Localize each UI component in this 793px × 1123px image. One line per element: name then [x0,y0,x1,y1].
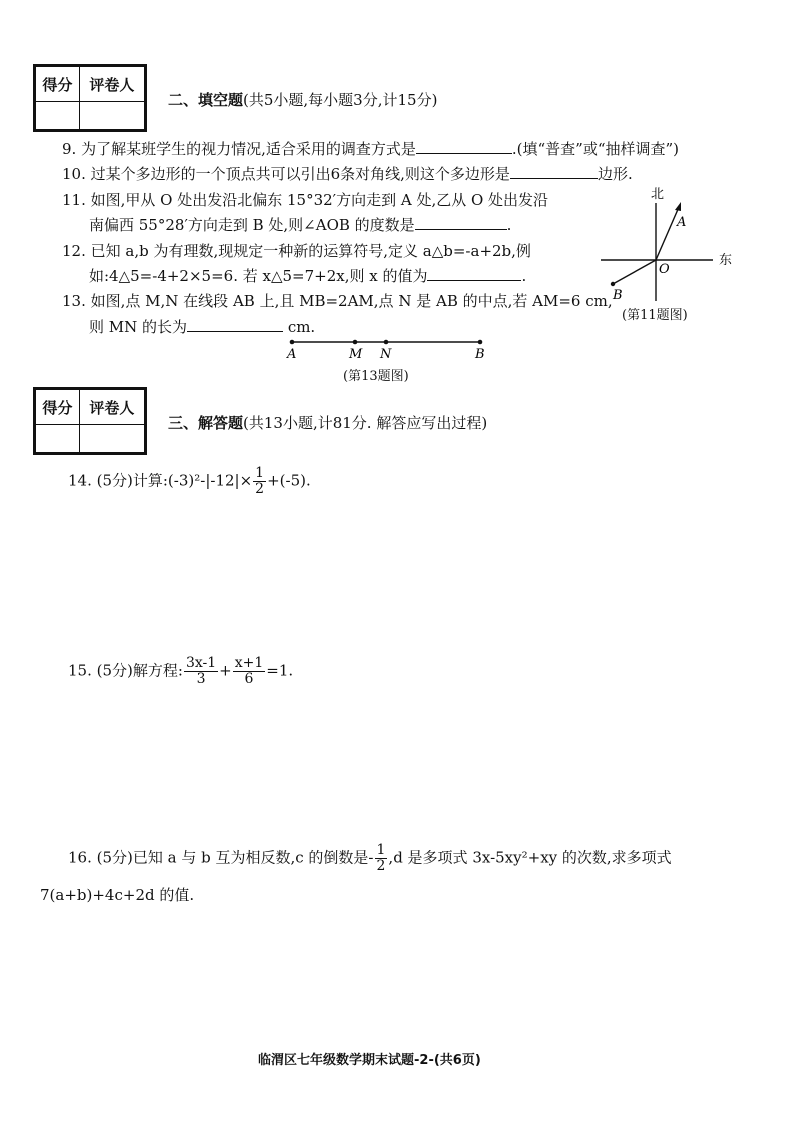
fig13-a-label: A [287,347,297,362]
q15-den1: 3 [196,671,206,687]
fig11-ray-oa [656,207,679,260]
fig11-east-label: 东 [719,253,733,268]
score-cell[interactable] [36,102,80,130]
q12-line2-a: 如:4△5=-4+2×5=6. 若 x△5=7+2x,则 x 的值为 [89,267,428,285]
grader-label: 评卷人 [79,390,144,425]
fig11-north-label: 北 [651,187,665,202]
section2-title [168,89,437,110]
section3-title-text: 三、解答题 [168,414,244,432]
q11-blank[interactable] [415,215,507,230]
section3-title [168,412,487,433]
fig13-m-label: M [349,347,363,362]
question-12-line2 [89,265,526,286]
q10-blank[interactable] [510,164,598,179]
fig11-b-label: B [613,288,623,303]
fig13-point-b [478,340,483,345]
fig13-caption: (第13题图) [343,369,409,384]
question-11-line2 [89,214,511,235]
q13-line2-a: 则 MN 的长为 [89,318,188,336]
q15-den2: 6 [244,671,254,687]
score-box-section2 [33,64,147,132]
fig11-o-label: O [659,262,670,277]
question-16-line2: 7(a+b)+4c+2d 的值. [40,886,195,904]
q15-num1: 3x-1 [185,655,217,671]
q10-text-a: 10. 过某个多边形的一个顶点共可以引出6条对角线,则这个多边形是 [62,165,510,183]
q13-line2-b: cm. [287,318,316,336]
grader-label: 评卷人 [79,67,144,102]
q14-num: 1 [255,465,265,481]
q15-fraction-1 [184,656,218,687]
fig11-caption: (第11题图) [622,308,688,323]
fig13-point-m [353,340,358,345]
q16-line1-b: ,d 是多项式 3x-5xy²+xy 的次数,求多项式 [388,848,672,867]
question-11-line1: 11. 如图,甲从 O 处出发沿北偏东 15°32′方向走到 A 处,乙从 O 处出发沿 [62,191,549,209]
q14-fraction [253,466,266,497]
q11-line2-b: . [506,216,512,234]
q10-text-b: 边形. [597,165,633,183]
section3-note: (共13小题,计81分. 解答应写出过程) [243,414,488,432]
fig11-arrow-a [675,202,681,211]
fig11-a-label: A [677,215,687,230]
fig13-point-a [290,340,295,345]
q9-text-a: 9. 为了解某班学生的视力情况,适合采用的调查方式是 [62,140,416,158]
q12-blank[interactable] [427,266,521,281]
q15-plus: + [219,661,232,680]
q14-den: 2 [255,481,265,497]
fig11-ray-ob [613,260,656,284]
section2-note: (共5小题,每小题3分,计15分) [243,91,438,109]
fig13-point-n [384,340,389,345]
score-label: 得分 [36,67,80,102]
q16-den: 2 [376,858,386,874]
fig13-n-label: N [380,347,392,362]
question-13-line1: 13. 如图,点 M,N 在线段 AB 上,且 MB=2AM,点 N 是 AB 的中点,若 AM=6 cm, [62,292,613,310]
grader-cell[interactable] [79,425,144,453]
q16-fraction [375,843,388,874]
q14-suffix: +(-5). [267,471,311,490]
question-14 [68,466,311,497]
q15-suffix: =1. [266,661,294,680]
score-cell[interactable] [36,425,80,453]
grader-cell[interactable] [79,102,144,130]
section2-title-text: 二、填空题 [168,91,244,109]
score-label: 得分 [36,390,80,425]
question-16-line1 [68,843,672,874]
question-9 [62,138,679,159]
q14-prefix: 14. (5分)计算:(-3)²-|-12|× [68,471,253,490]
fig11-point-b [611,282,615,286]
page-footer: 临渭区七年级数学期末试题-2-(共6页) [258,1053,481,1068]
figure-11 [595,183,740,305]
q11-line2-a: 南偏西 55°28′方向走到 B 处,则∠AOB 的度数是 [89,216,415,234]
q13-blank[interactable] [187,317,283,332]
q16-num: 1 [376,842,386,858]
q15-fraction-2 [233,656,266,687]
question-15 [68,656,293,687]
question-12-line1: 12. 已知 a,b 为有理数,现规定一种新的运算符号,定义 a△b=-a+2b,例 [62,242,531,260]
q9-blank[interactable] [416,139,512,154]
figure-13 [282,334,492,362]
q15-prefix: 15. (5分)解方程: [68,661,183,680]
score-box-section3 [33,387,147,455]
fig13-b-label: B [475,347,485,362]
q16-line1-a: 16. (5分)已知 a 与 b 互为相反数,c 的倒数是- [68,848,374,867]
question-10 [62,163,633,184]
q12-line2-b: . [521,267,527,285]
q9-text-b: .(填“普查”或“抽样调查”) [511,140,680,158]
q15-num2: x+1 [234,655,264,671]
